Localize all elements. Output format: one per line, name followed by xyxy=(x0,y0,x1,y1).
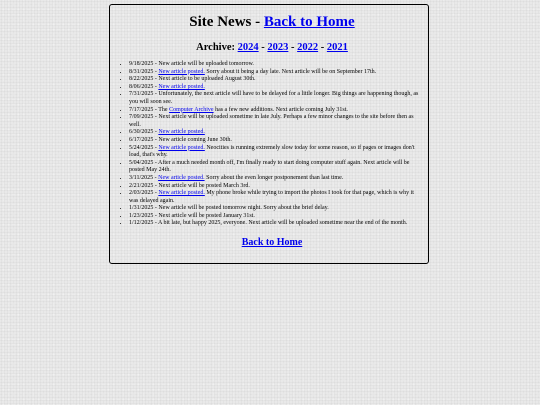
archive-nav xyxy=(120,41,424,54)
news-link[interactable]: New article posted. xyxy=(158,144,205,151)
news-item xyxy=(129,129,424,137)
news-prefix: - xyxy=(153,144,159,151)
news-item xyxy=(129,69,424,77)
news-date: 1/31/2025 xyxy=(129,205,154,212)
news-item xyxy=(129,183,424,191)
news-text: - Next article will be uploaded sometime in late July. Perhaps a few minor changes to the site before then as well. xyxy=(129,114,414,128)
news-text: Neocities is running extremely slow today for some reason, so if pages or images don't load, that's why. xyxy=(129,144,415,159)
news-text: has a few new additions. Next article coming July 31st. xyxy=(213,106,348,113)
news-prefix: - xyxy=(153,68,159,75)
archive-link-2024[interactable]: 2024 xyxy=(237,42,259,53)
news-prefix: - xyxy=(153,83,159,90)
news-item xyxy=(129,114,424,129)
news-date: 8/06/2025 xyxy=(129,83,154,90)
news-date: 1/12/2025 xyxy=(129,220,154,227)
news-date: 3/11/2025 xyxy=(129,174,154,181)
news-item xyxy=(129,205,424,213)
archive-separator: - xyxy=(288,42,298,53)
news-link[interactable]: New article posted. xyxy=(158,174,205,181)
archive-link-2021[interactable]: 2021 xyxy=(326,42,348,53)
news-text: - After a much needed month off, I'm finally ready to start doing computer stuff again. Next article will be posted May 24th. xyxy=(129,159,410,174)
news-date: 6/30/2025 xyxy=(129,129,154,136)
news-prefix: - The xyxy=(153,106,170,113)
news-text: Sorry about the even longer postponement than last time. xyxy=(204,174,344,181)
news-panel xyxy=(109,4,429,264)
news-date: 7/09/2025 xyxy=(129,114,154,121)
news-link[interactable]: Computer Archive xyxy=(169,106,214,113)
news-item xyxy=(129,76,424,84)
news-date: 5/04/2025 xyxy=(129,159,154,166)
page-title xyxy=(120,13,424,31)
news-item xyxy=(129,145,424,160)
news-item xyxy=(129,61,424,69)
news-text: - New article will be posted tomorrow night. Sorry about the brief delay. xyxy=(153,205,329,212)
news-date: 9/18/2025 xyxy=(129,61,154,67)
news-text: - Next article will be posted January 31st. xyxy=(153,212,255,219)
news-date: 5/24/2025 xyxy=(129,144,154,151)
news-date: 1/23/2025 xyxy=(129,212,154,219)
news-date: 8/22/2025 xyxy=(129,76,154,83)
news-item xyxy=(129,220,424,228)
news-link[interactable]: New article posted. xyxy=(158,83,205,90)
news-date: 8/31/2025 xyxy=(129,68,154,75)
news-text: - Next article will be posted March 3rd. xyxy=(153,182,250,189)
news-text: Sorry about it being a day late. Next article will be on September 17th. xyxy=(204,68,377,75)
news-text: - New article coming June 30th. xyxy=(153,136,232,143)
news-item xyxy=(129,175,424,183)
news-date: 6/17/2025 xyxy=(129,136,154,143)
news-date: 2/03/2025 xyxy=(129,190,154,197)
news-item xyxy=(129,91,424,106)
news-prefix: - xyxy=(153,190,159,197)
news-text: - Unfortunately, the next article will have to be delayed for a little longer. Big things are happening though, as you will soon see. xyxy=(129,91,419,105)
news-date: 7/17/2025 xyxy=(129,106,154,113)
news-link[interactable]: New article posted. xyxy=(158,129,205,136)
news-link[interactable]: New article posted. xyxy=(158,190,205,197)
archive-link-2022[interactable]: 2022 xyxy=(297,42,319,53)
archive-separator: - xyxy=(318,42,327,53)
news-link[interactable]: New article posted. xyxy=(158,68,205,75)
news-text: - Next article to be uploaded August 30th. xyxy=(153,76,256,83)
back-to-home-link-top[interactable]: Back to Home xyxy=(263,14,355,30)
news-prefix: - xyxy=(153,174,159,181)
news-date: 7/31/2025 xyxy=(129,91,154,98)
back-to-home-link-bottom[interactable]: Back to Home xyxy=(241,237,303,249)
news-item xyxy=(129,160,424,175)
news-date: 2/21/2025 xyxy=(129,182,154,189)
page-title-text: Site News - xyxy=(189,14,264,30)
news-item xyxy=(129,190,424,205)
footer xyxy=(120,237,424,249)
news-text: - A bit late, but happy 2025, everyone. Next article will be uploaded sometime near the end of the month. xyxy=(153,220,408,227)
news-text: - New article will be uploaded tomorrow. xyxy=(153,61,254,67)
archive-label: Archive: xyxy=(196,42,238,53)
archive-separator: - xyxy=(258,42,268,53)
news-item xyxy=(129,137,424,145)
news-text: My phone broke while trying to import the photos I took for that page, which is why it was delayed again. xyxy=(129,190,414,204)
news-prefix: - xyxy=(153,129,159,136)
news-list xyxy=(120,61,424,228)
archive-link-2023[interactable]: 2023 xyxy=(267,42,289,53)
